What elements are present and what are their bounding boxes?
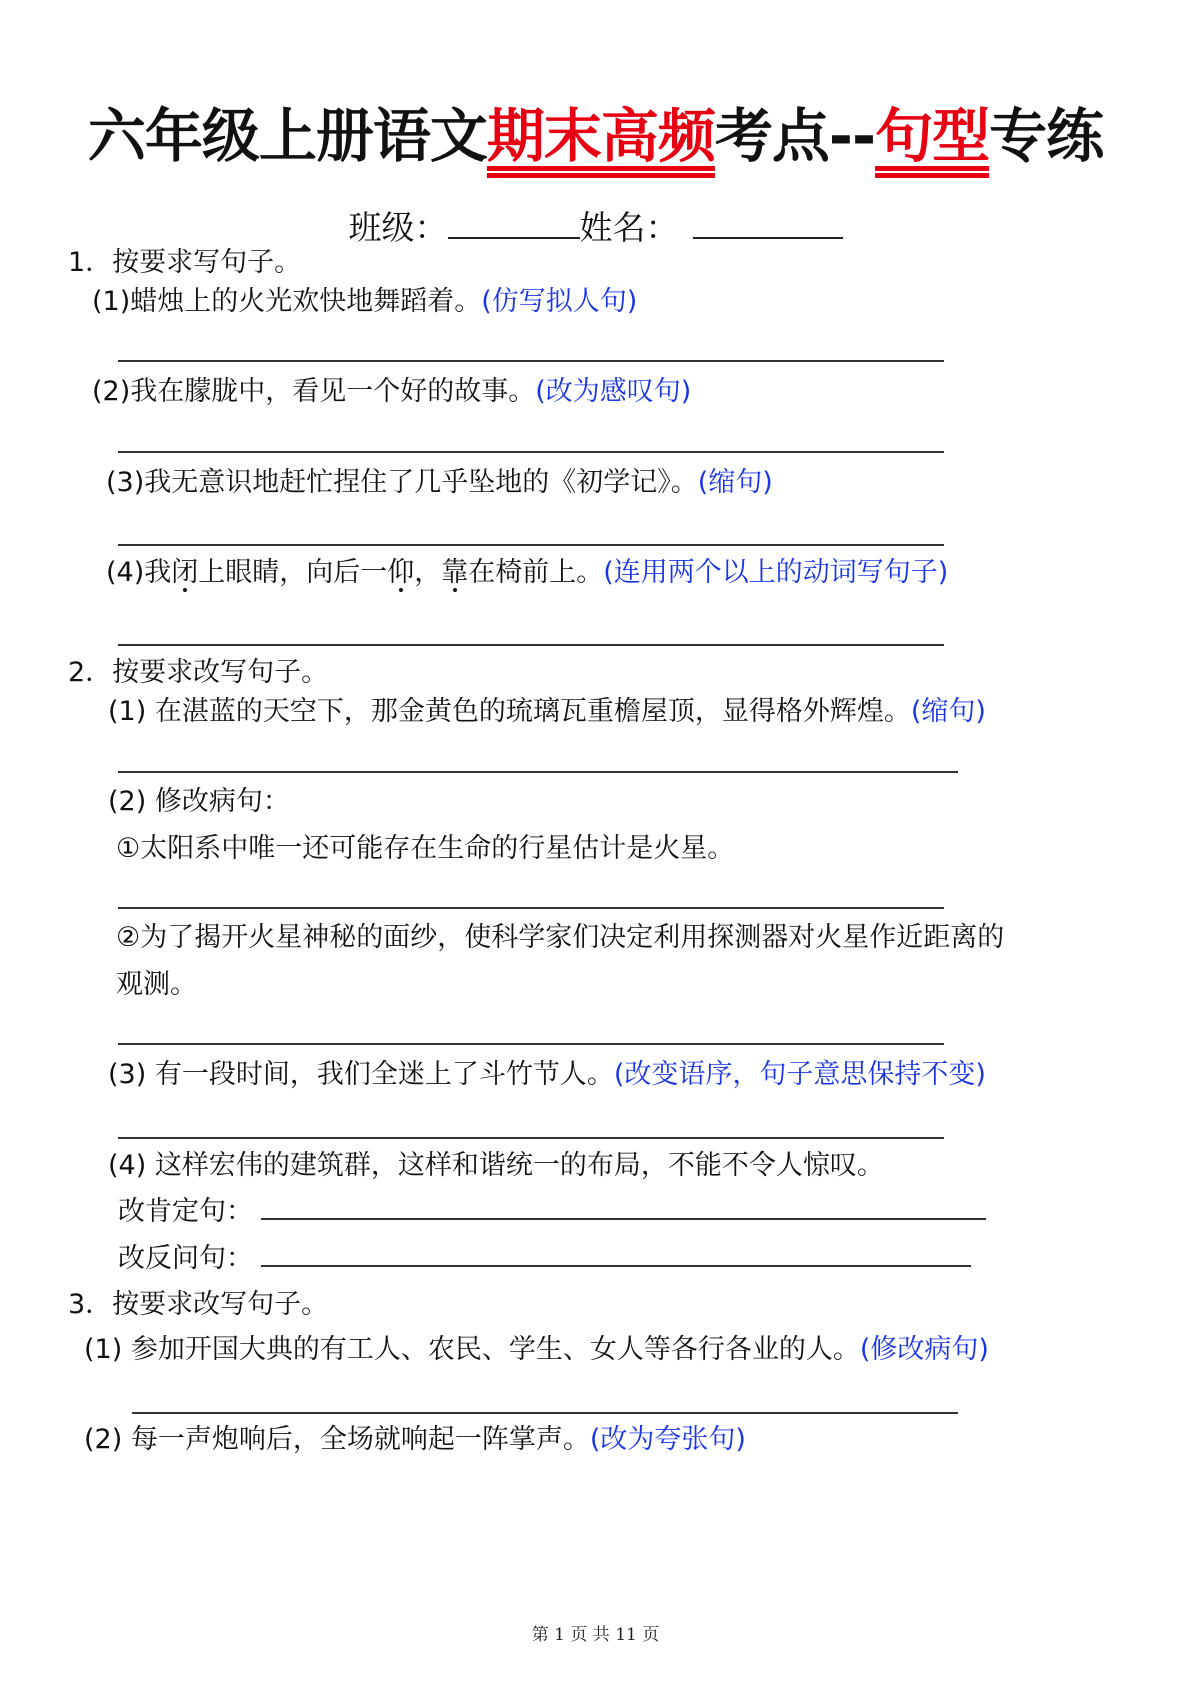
emphasis-verb: 闭 xyxy=(171,557,199,588)
title-highlight-final-frequent: 期末高频 xyxy=(486,102,715,170)
answer-line-2-2-b[interactable] xyxy=(118,1043,944,1045)
question-text: (1) 参加开国大典的有工人、农民、学生、女人等各行各业的人。 xyxy=(84,1334,860,1365)
question-hint: (改为感叹句) xyxy=(535,376,692,407)
affirmative-label: 改肯定句： xyxy=(118,1196,253,1227)
rhetorical-label: 改反问句： xyxy=(118,1243,253,1274)
title-part3: 考点-- xyxy=(714,102,876,170)
question-1-2 xyxy=(92,372,691,412)
question-2-1 xyxy=(108,692,986,732)
question-hint: (改为夸张句) xyxy=(589,1424,746,1455)
question-text: 上眼睛，向后一 xyxy=(198,557,388,588)
question-text: (4)我 xyxy=(106,557,172,588)
question-hint: (连用两个以上的动词写句子) xyxy=(603,557,949,588)
answer-line-2-1[interactable] xyxy=(118,771,958,773)
question-text: ， xyxy=(414,557,442,588)
question-text: (3) 有一段时间，我们全迷上了斗竹节人。 xyxy=(108,1059,614,1090)
section-3-heading: 3．按要求改写句子。 xyxy=(68,1289,329,1320)
question-text: (3)我无意识地赶忙捏住了几乎坠地的《初学记》。 xyxy=(106,467,698,498)
question-text: (2)我在朦胧中，看见一个好的故事。 xyxy=(92,376,536,407)
question-1-4 xyxy=(106,553,948,593)
question-hint: (修改病句) xyxy=(859,1334,989,1365)
title-part5: 专练 xyxy=(989,102,1104,170)
question-2-4: (4) 这样宏伟的建筑群，这样和谐统一的布局，不能不令人惊叹。 xyxy=(108,1150,884,1181)
question-2-2-b-line2: 观测。 xyxy=(116,969,197,1000)
question-2-3 xyxy=(108,1055,986,1095)
section-1-heading: 1．按要求写句子。 xyxy=(68,247,302,278)
question-2-2: (2) 修改病句： xyxy=(108,786,290,817)
class-field[interactable] xyxy=(448,207,580,239)
answer-line-1-2[interactable] xyxy=(118,451,944,453)
name-label: 姓名： xyxy=(579,208,679,247)
emphasis-verb: 仰 xyxy=(387,557,415,588)
answer-line-2-3[interactable] xyxy=(118,1137,944,1139)
emphasis-verb: 靠 xyxy=(441,557,469,588)
title-highlight-sentence-type: 句型 xyxy=(875,102,990,170)
question-3-2 xyxy=(84,1420,746,1460)
answer-line-1-1[interactable] xyxy=(118,360,944,362)
name-field[interactable] xyxy=(693,207,843,239)
answer-line-1-4[interactable] xyxy=(118,644,944,646)
question-text: (1) 在湛蓝的天空下，那金黄色的琉璃瓦重檐屋顶，显得格外辉煌。 xyxy=(108,696,911,727)
question-2-2-a: ①太阳系中唯一还可能存在生命的行星估计是火星。 xyxy=(116,833,735,864)
question-1-3 xyxy=(106,463,773,503)
question-hint: (改变语序，句子意思保持不变) xyxy=(613,1059,986,1090)
answer-line-1-3[interactable] xyxy=(118,544,944,546)
question-text: (1)蜡烛上的火光欢快地舞蹈着。 xyxy=(92,286,482,317)
page-title xyxy=(0,98,1191,174)
question-hint: (缩句) xyxy=(697,467,773,498)
question-3-1 xyxy=(84,1330,989,1370)
question-2-2-b-line1: ②为了揭开火星神秘的面纱，使科学家们决定利用探测器对火星作近距离的 xyxy=(116,922,1005,953)
question-text: 在椅前上。 xyxy=(468,557,604,588)
page-number: 第 1 页 共 11 页 xyxy=(531,1625,660,1645)
rhetorical-answer-field[interactable] xyxy=(261,1239,971,1267)
section-2-heading: 2．按要求改写句子。 xyxy=(68,657,329,688)
class-label: 班级： xyxy=(348,208,448,247)
affirmative-answer-field[interactable] xyxy=(261,1192,986,1220)
question-text: (2) 每一声炮响后，全场就响起一阵掌声。 xyxy=(84,1424,590,1455)
title-part1: 六年级上册语文 xyxy=(87,102,487,170)
answer-line-3-1[interactable] xyxy=(132,1412,958,1414)
question-hint: (缩句) xyxy=(910,696,986,727)
affirmative-row xyxy=(118,1192,986,1232)
question-1-1 xyxy=(92,282,637,322)
answer-line-2-2-a[interactable] xyxy=(118,907,944,909)
question-hint: (仿写拟人句) xyxy=(481,286,638,317)
rhetorical-row xyxy=(118,1239,971,1279)
